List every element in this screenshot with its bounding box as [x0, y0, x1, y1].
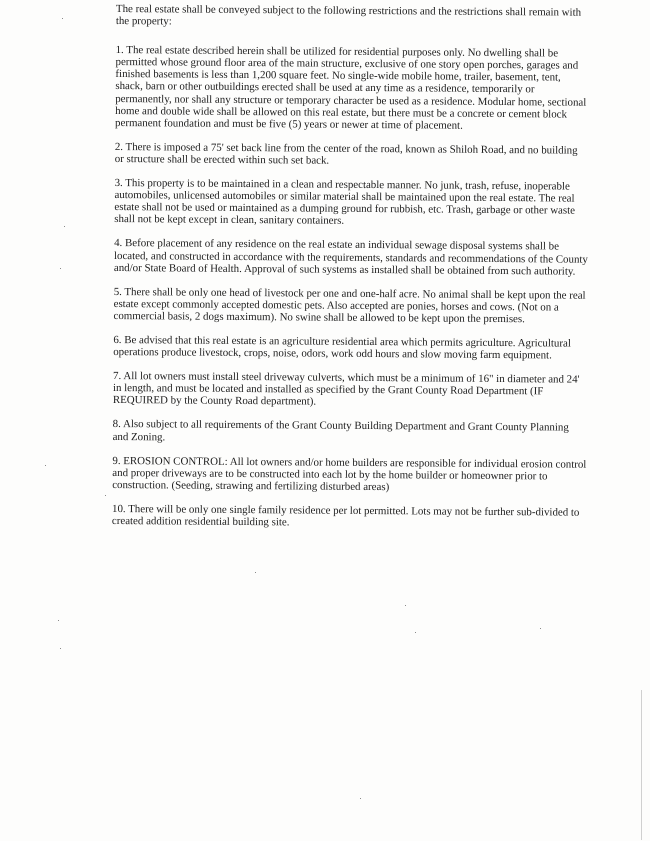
scan-speck — [60, 268, 61, 269]
scan-speck — [105, 495, 106, 496]
restriction-9: 9. EROSION CONTROL: All lot owners and/or home builders are responsible for individual erosion control and proper driveways are to be constructed into each lot by the home builder or homeowner prior to construction. (Seeding, strawing and fertilizing disturbed areas) — [112, 454, 587, 493]
scan-speck — [255, 572, 256, 573]
scan-speck — [540, 628, 541, 629]
restriction-2: 2. There is imposed a 75' set back line from the center of the road, known as Shiloh Road, and no building or structure shall be erected within such set back. — [114, 140, 578, 167]
scan-speck — [64, 226, 65, 227]
restriction-8: 8. Also subject to all requirements of the Grant County Building Department and Grant County Planning and Zoning. — [112, 418, 569, 443]
restrictions-document — [112, 3, 590, 543]
scan-edge-line — [641, 690, 642, 840]
restriction-1: 1. The real estate described herein shall be utilized for residential purposes only. No dwelling shall be permitted whose ground floor area of the main structure, exclusive of one story open porches, garages and finished basements is less than 1,200 square feet. No single-wide mobile home, trailer, basement, tent, shack, barn or other outbuildings erected shall be used at any time as a residence, temporarily or permanently, nor shall any structure or temporary character be used as a residence. Modular home, sectional home and double wide shall be allowed on this real estate, but there must be a concrete or cement block permanent foundation and must be five (5) years or newer at time of placement. — [115, 44, 587, 132]
restriction-3: 3. This property is to be maintained in a clean and respectable manner. No junk, trash, refuse, inoperable automobiles, unlicensed automobiles or similar material shall be maintained upon the real estate. The real estate shall not be used or maintained as a dumping ground for rubbish, etc. Trash, garbage or other waste shall not be kept except in clean, sanitary containers. — [114, 177, 576, 228]
restriction-10: 10. There will be only one single family residence per lot permitted. Lots may not be further sub-divided to created addition residential building site. — [111, 502, 580, 529]
restriction-5: 5. There shall be only one head of livestock per one and one-half acre. No animal shall be kept upon the real estate except commonly accepted domestic pets. Also accepted are ponies, horses and cows. (Not on a commercial basis, 2 dogs maximum). No swine shall be allowed to be kept upon the premises. — [113, 285, 586, 326]
restriction-4: 4. Before placement of any residence on the real estate an individual sewage disposal systems shall be located, and constructed in accordance with the requirements, standards and recommendations of the County and/or State Board of Health. Approval of such systems as installed shall be obtained from such authority. — [113, 237, 588, 278]
scan-speck — [58, 620, 59, 621]
restriction-7: 7. All lot owners must install steel driveway culverts, which must be a minimum of 16" in diameter and 24' in length, and must be located and installed as specified by the Grant County Road Department (IF REQUIRED by the County Road department). — [112, 370, 580, 408]
scan-speck — [405, 605, 406, 606]
intro-paragraph: The real estate shall be conveyed subject to the following restrictions and the restrictions shall remain with the property: — [115, 3, 582, 28]
scan-speck — [62, 18, 63, 19]
scan-speck — [60, 648, 61, 649]
scan-speck — [360, 798, 361, 799]
scan-speck — [415, 632, 416, 633]
scan-speck — [45, 465, 46, 466]
restriction-6: 6. Be advised that this real estate is an agriculture residential area which permits agriculture. Agricultural operations produce livestock, crops, noise, odors, work odd hours and slow moving farm equipment. — [113, 333, 571, 362]
